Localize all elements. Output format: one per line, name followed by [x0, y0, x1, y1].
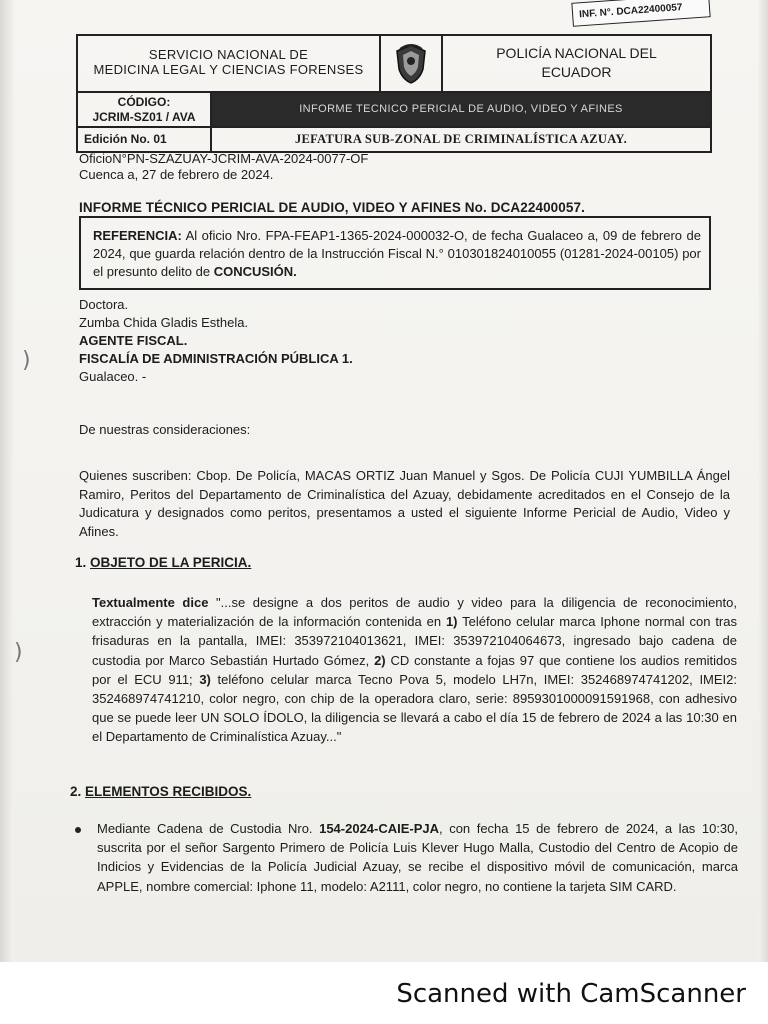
- police-emblem-cell: [381, 36, 443, 91]
- punch-hole-mark-icon: ): [22, 348, 31, 373]
- section-1-text-3: CD constante a fojas 97 que contiene los audios remitidos por el ECU 911;: [92, 652, 737, 687]
- recipient-office: FISCALÍA DE ADMINISTRACIÓN PÚBLICA 1.: [79, 351, 353, 366]
- reference-text: Al oficio Nro. FPA-FEAP1-1365-2024-000032-O, de fecha Gualaceo a, 09 de febrero de 2024, que guarda relación dentro de la Instrucción Fiscal N.° 010301824010055 (01281-2024-00105) por el presunto delito de: [93, 228, 701, 279]
- recipient-city: Gualaceo. -: [79, 369, 147, 384]
- report-type-cell: INFORME TECNICO PERICIAL DE AUDIO, VIDEO Y AFINES: [212, 93, 710, 126]
- item-number-2: 2): [374, 652, 386, 668]
- section-2-heading: [70, 784, 251, 799]
- bullet-text-2: , con fecha 15 de febrero de 2024, a las 10:30, suscrita por el señor Sargento Primero de Policía Luis Klever Hugo Malla, Custodio del Centro de Acopio de Indicios y Evidencias de la Policía Judicial Azuay, se recibe el dispositivo móvil de comunicación, marca APPLE, nombre comercial: Iphone 11, modelo: A2111, color negro, no contiene la tarjeta SIM CARD.: [97, 821, 738, 894]
- reference-crime: CONCUSIÓN.: [213, 264, 297, 279]
- place-date: Cuenca a, 27 de febrero de 2024.: [79, 167, 274, 182]
- reference-label: REFERENCIA:: [93, 228, 182, 243]
- section-1-text-1: "...se designe a dos peritos de audio y video para la diligencia de reconocimiento, extracción y materialización de la información contenida en: [92, 595, 737, 630]
- bullet-icon: [75, 827, 81, 833]
- section-1-text-2: Teléfono celular marca Iphone normal con tras frisaduras en la pantalla, IMEI: 353972104013621, IMEI: 353972104064673, ingresado bajo cadena de custodia por Marco Sebastián Hurtado Gómez,: [92, 614, 737, 668]
- salutation: De nuestras consideraciones:: [79, 422, 251, 437]
- police-shield-icon: [394, 43, 428, 85]
- report-number-stamp: INF. N°. DCA22400057: [571, 0, 710, 27]
- report-title: INFORME TÉCNICO PERICIAL DE AUDIO, VIDEO Y AFINES No. DCA22400057.: [79, 200, 585, 215]
- header-row-institutions: [78, 36, 710, 93]
- section-1-body: [92, 593, 737, 747]
- section-1-number: 1.: [75, 555, 87, 570]
- item-number-1: 1): [445, 614, 458, 630]
- section-1-title: OBJETO DE LA PERICIA.: [90, 555, 252, 570]
- section-2-bullet-item: [97, 819, 738, 896]
- recipient-title: Doctora.: [79, 297, 129, 312]
- service-line-2: MEDICINA LEGAL Y CIENCIAS FORENSES: [93, 62, 364, 77]
- bullet-text-1: Mediante Cadena de Custodia Nro.: [97, 821, 320, 836]
- punch-hole-mark-icon: ): [14, 640, 23, 665]
- section-2-number: 2.: [70, 784, 82, 799]
- police-line-1: POLICÍA NACIONAL DEL: [496, 45, 657, 61]
- edition-cell: Edición No. 01: [78, 128, 212, 151]
- national-police-cell: [443, 36, 710, 91]
- header-row-edition: [78, 128, 710, 151]
- intro-paragraph: Quienes suscriben: Cbop. De Policía, MACAS ORTIZ Juan Manuel y Sgos. De Policía CUJI YUMBILLA Ángel Ramiro, Peritos del Departamento de Criminalística del Azuay, debidamente acreditados en el Consejo de la Judicatura y designados como peritos, presentamos a usted el siguiente Informe Pericial de Audio, Video y Afines.: [79, 468, 730, 539]
- camscanner-watermark: Scanned with CamScanner: [396, 979, 746, 1009]
- code-label: CÓDIGO:: [117, 95, 171, 109]
- jefatura-cell: JEFATURA SUB-ZONAL DE CRIMINALÍSTICA AZUAY.: [294, 132, 628, 146]
- police-line-2: ECUADOR: [541, 64, 612, 80]
- header-row-code: [78, 93, 710, 128]
- section-1-text-4: teléfono celular marca Tecno Pova 5, modelo LH7n, IMEI: 352468974741202, IMEI2: 352468974741210, color negro, con chip de la operadora claro, serie: 8959301000091591968, con adhesivo que se puede leer UN SOLO ÍDOLO, la diligencia se llevará a cabo el día 15 de febrero de 2024 a las 10:30 en el Departamento de Criminalística Azuay...": [92, 671, 738, 745]
- forensic-service-cell: [78, 36, 381, 91]
- section-1-lead: Textualmente dice: [92, 595, 209, 610]
- section-2-title: ELEMENTOS RECIBIDOS.: [85, 784, 252, 799]
- reference-box: [79, 216, 711, 290]
- oficio-number: OficioN°PN-SZAZUAY-JCRIM-AVA-2024-0077-OF: [79, 151, 369, 166]
- code-value: JCRIM-SZ01 / AVA: [92, 110, 196, 124]
- item-number-3: 3): [199, 671, 211, 687]
- section-1-heading: [75, 555, 251, 570]
- custody-chain-code: 154-2024-CAIE-PJA: [319, 821, 440, 836]
- recipient-name: Zumba Chida Gladis Esthela.: [79, 315, 249, 330]
- camscanner-footer: [0, 962, 768, 1024]
- code-cell: [78, 93, 212, 126]
- service-line-1: SERVICIO NACIONAL DE: [148, 47, 309, 62]
- document-header-table: [76, 34, 712, 153]
- recipient-role: AGENTE FISCAL.: [79, 333, 188, 348]
